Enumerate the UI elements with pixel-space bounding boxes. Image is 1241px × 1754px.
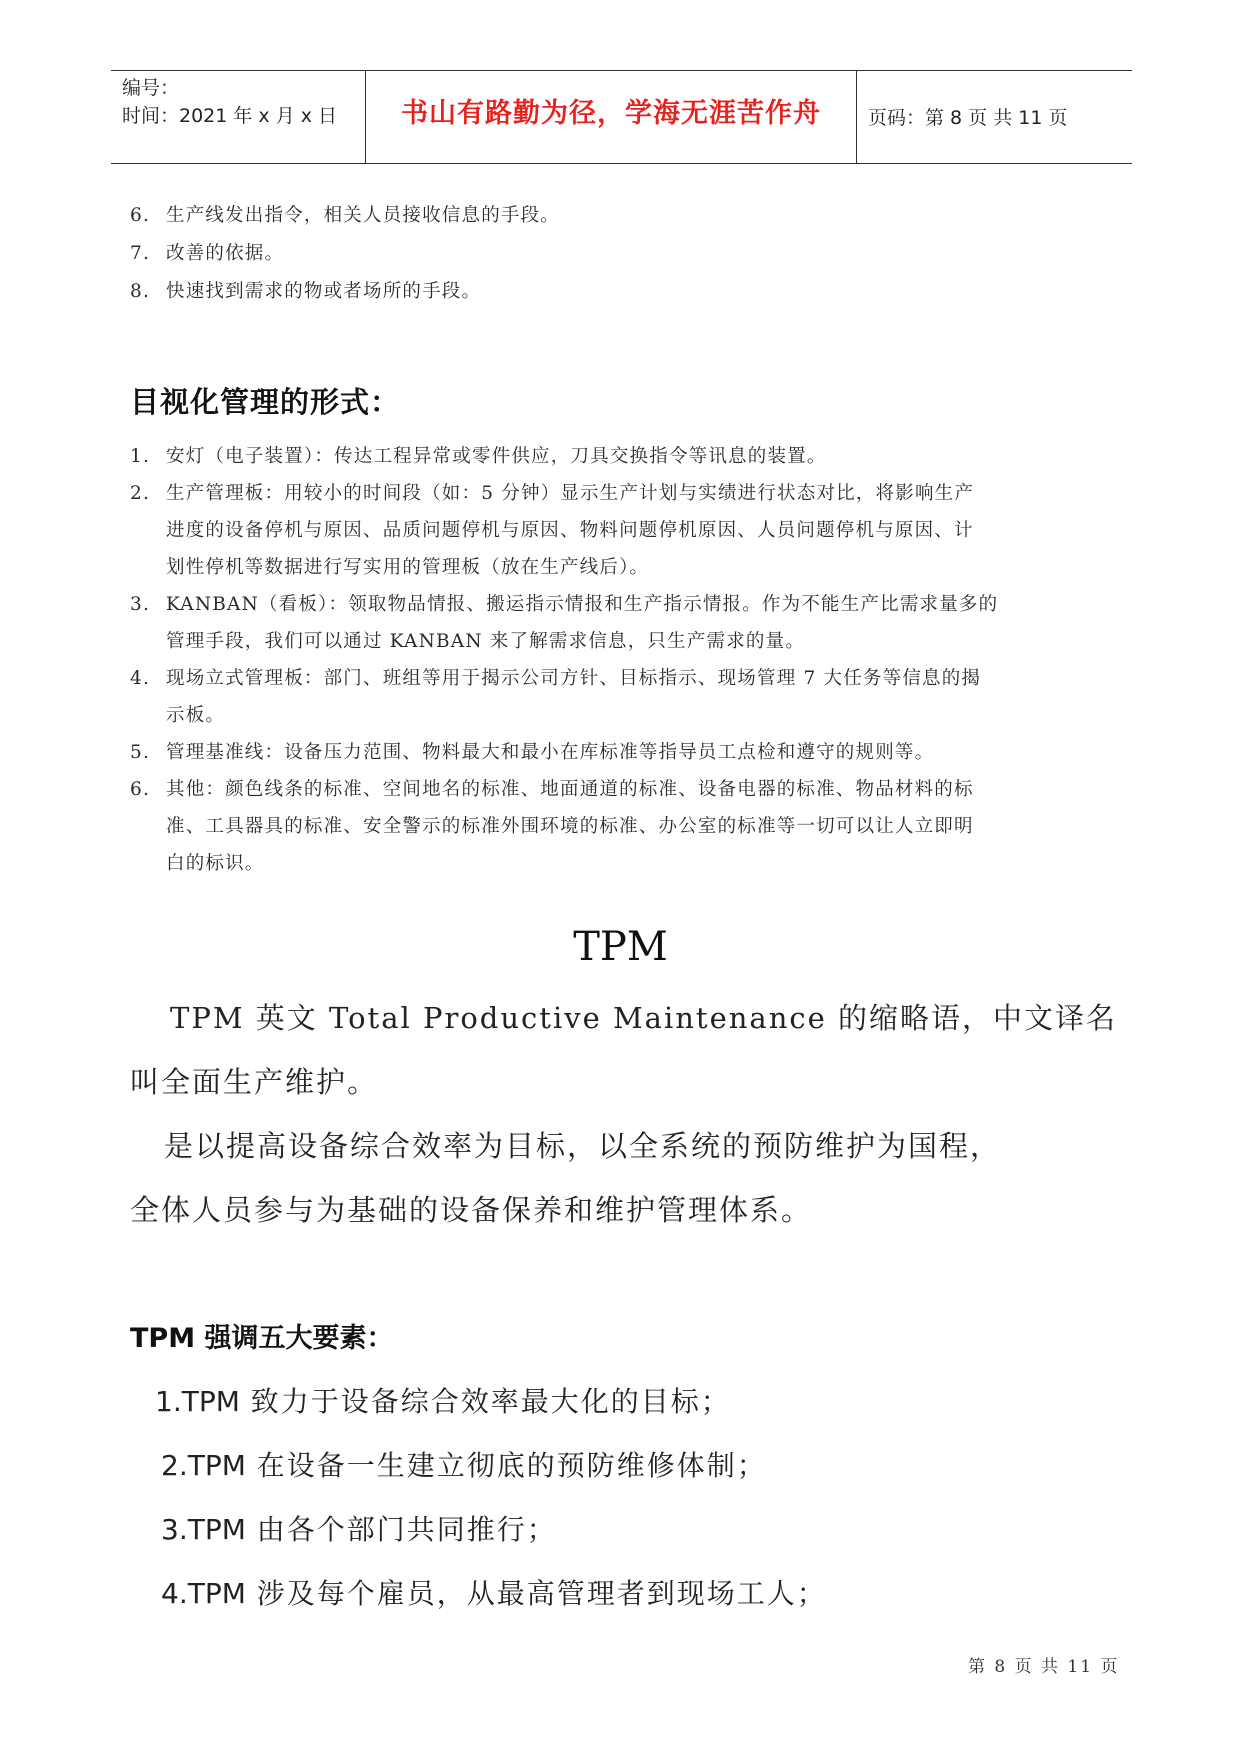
list-text: 其他：颜色线条的标准、空间地名的标准、地面通道的标准、设备电器的标准、物品材料的标 bbox=[166, 779, 974, 800]
section-title-tpm: TPM bbox=[573, 924, 668, 970]
list-text: 快速找到需求的物或者场所的手段。 bbox=[166, 281, 482, 302]
paragraph-line: 叫全面生产维护。 bbox=[130, 1065, 379, 1099]
header-number: 编号： bbox=[122, 77, 180, 99]
list-text: 由各个部门共同推行； bbox=[256, 1513, 557, 1546]
list-item bbox=[130, 277, 481, 303]
list-text: 示板。 bbox=[166, 705, 226, 726]
list-number: 2.TPM bbox=[161, 1449, 246, 1482]
paragraph-line: 是以提高设备综合效率为目标，以全系统的预防维护为国程， bbox=[164, 1129, 1002, 1163]
list-item bbox=[161, 1444, 767, 1484]
list-item bbox=[130, 734, 1130, 771]
list-number: 6. bbox=[130, 779, 151, 800]
header-motto: 书山有路勤为径，学海无涯苦作舟 bbox=[401, 98, 821, 129]
tpm-paragraph-1 bbox=[130, 986, 1130, 1114]
list-number: 7. bbox=[130, 243, 151, 264]
list-text: 生产管理板：用较小的时间段（如：5 分钟）显示生产计划与实绩进行状态对比，将影响生产 bbox=[166, 483, 975, 504]
list-item bbox=[130, 771, 1130, 882]
list-item bbox=[130, 201, 560, 227]
list-number: 2. bbox=[130, 483, 151, 504]
list-text: 涉及每个雇员，从最高管理者到现场工人； bbox=[256, 1577, 827, 1610]
list-item bbox=[130, 438, 1130, 475]
forms-list bbox=[130, 438, 1130, 882]
list-number: 6. bbox=[130, 205, 151, 226]
list-text: 致力于设备综合效率最大化的目标； bbox=[250, 1385, 731, 1418]
tpm-paragraph-2 bbox=[130, 1114, 1130, 1242]
list-number: 1.TPM bbox=[155, 1385, 240, 1418]
header-bottom-rule bbox=[111, 163, 1132, 164]
list-text: 白的标识。 bbox=[166, 853, 265, 874]
list-number: 4. bbox=[130, 668, 151, 689]
list-number: 3. bbox=[130, 594, 151, 615]
list-item bbox=[130, 475, 1130, 586]
list-text: 在设备一生建立彻底的预防维修体制； bbox=[256, 1449, 767, 1482]
list-item bbox=[130, 239, 284, 265]
list-number: 4.TPM bbox=[161, 1577, 246, 1610]
list-text: 划性停机等数据进行写实用的管理板（放在生产线后）。 bbox=[166, 557, 650, 578]
list-item bbox=[130, 586, 1130, 660]
list-text: 准、工具器具的标准、安全警示的标准外围环境的标准、办公室的标准等一切可以让人立即明 bbox=[166, 816, 974, 837]
list-item bbox=[161, 1572, 827, 1612]
section-heading-elements: TPM 强调五大要素： bbox=[130, 1323, 394, 1354]
list-text: 管理基准线：设备压力范围、物料最大和最小在库标准等指导员工点检和遵守的规则等。 bbox=[166, 742, 935, 763]
list-number: 8. bbox=[130, 281, 151, 302]
list-text: 安灯（电子装置）：传达工程异常或零件供应，刀具交换指令等讯息的装置。 bbox=[166, 446, 827, 467]
header-page-number: 页码：第 8 页 共 11 页 bbox=[868, 107, 1068, 129]
page-footer: 第 8 页 共 11 页 bbox=[968, 1657, 1120, 1677]
list-number: 1. bbox=[130, 446, 151, 467]
list-number: 3.TPM bbox=[161, 1513, 246, 1546]
list-text: 现场立式管理板：部门、班组等用于揭示公司方针、目标指示、现场管理 7 大任务等信息的揭 bbox=[166, 668, 982, 689]
list-number: 5. bbox=[130, 742, 151, 763]
header-time: 时间：2021 年 x 月 x 日 bbox=[122, 105, 338, 127]
list-text: 生产线发出指令，相关人员接收信息的手段。 bbox=[166, 205, 561, 226]
list-text: KANBAN（看板）：领取物品情报、搬运指示情报和生产指示情报。作为不能生产比需求量多的 bbox=[166, 594, 999, 615]
list-item bbox=[155, 1380, 731, 1420]
header-top-rule bbox=[111, 70, 1132, 71]
paragraph-line: 全体人员参与为基础的设备保养和维护管理体系。 bbox=[130, 1193, 813, 1227]
header-divider-right bbox=[856, 70, 857, 163]
paragraph-line: TPM 英文 Total Productive Maintenance 的缩略语，中文译名 bbox=[170, 1001, 1118, 1035]
list-text: 进度的设备停机与原因、品质问题停机与原因、物料问题停机原因、人员问题停机与原因、计 bbox=[166, 520, 974, 541]
list-text: 管理手段，我们可以通过 KANBAN 来了解需求信息，只生产需求的量。 bbox=[166, 631, 806, 652]
header-info bbox=[122, 74, 337, 130]
list-text: 改善的依据。 bbox=[166, 243, 285, 264]
section-heading-forms: 目视化管理的形式： bbox=[130, 385, 401, 419]
list-item bbox=[161, 1508, 557, 1548]
list-item bbox=[130, 660, 1130, 734]
